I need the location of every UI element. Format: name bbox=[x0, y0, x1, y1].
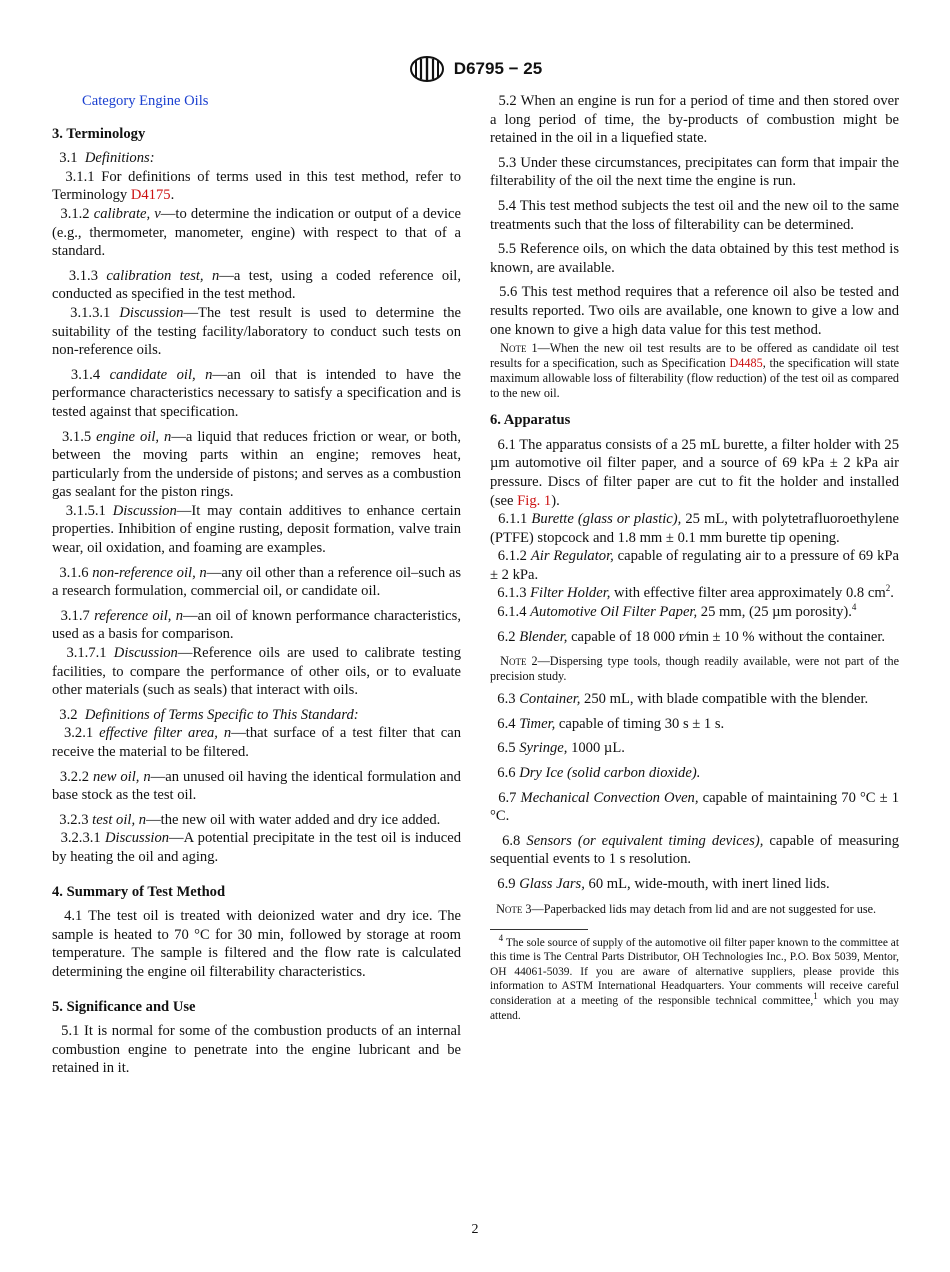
para-6-1-4: 6.1.4 Automotive Oil Filter Paper, 25 mm, (25 µm porosity).$^4$ bbox=[497, 602, 857, 621]
footnote-4: $^4$ The sole source of supply of the automotive oil filter paper known to the committee at this time is The Central Parts Distributor, OH Technologies Inc., P.O. Box 5039, Mentor, OH 44061-5039. If you are aware of alternative suppliers, please provide this information to ASTM International Headquarters. Your comments will receive careful consideration at a meeting of the responsible technical committee,$^1$ which you may attend. bbox=[490, 932, 900, 1022]
para-3-1-5: 3.1.5 engine oil, n—a liquid that reduces friction or wear, or both, between the moving parts within an engine; removes heat, particularly from the underside of pistons; and serves as a combustion gas sealant for the piston rings. bbox=[52, 428, 461, 501]
para-3-1-2: 3.1.2 calibrate, v—to determine the indication or output of a device (e.g., thermometer, manometer, engine) with respect to that of a standard. bbox=[52, 205, 461, 260]
section-3-heading: 3. Terminology bbox=[52, 125, 146, 142]
para-3-2-1: 3.2.1 effective filter area, n—that surface of a test filter that can receive the material to be filtered. bbox=[52, 725, 461, 760]
para-3-1-7: 3.1.7 reference oil, n—an oil of known performance characteristics, used as a basis for comparison. bbox=[52, 607, 461, 643]
document-designation: D6795 − 25 bbox=[453, 59, 543, 78]
para-5-4: 5.4 This test method subjects the test oil and the new oil to the same treatments such that the loss of filterability can be determined. bbox=[490, 197, 899, 233]
para-6-2: 6.2 Blender, capable of 18 000 r⁄min ± 10 % without the container. bbox=[497, 628, 886, 645]
category-link[interactable]: Category Engine Oils bbox=[82, 93, 209, 109]
para-3-2-3-1: 3.2.3.1 Discussion—A potential precipitate in the test oil is induced by heating the oil and aging. bbox=[52, 830, 462, 865]
right-column bbox=[490, 92, 899, 1023]
para-3-2-2: 3.2.2 new oil, n—an unused oil having the identical formulation and base stock as the test oil. bbox=[52, 768, 461, 804]
para-5-2: 5.2 When an engine is run for a period of time and then stored over a long period of time, the by-products of combustion might be retained in the oil in a liquefied state. bbox=[490, 93, 900, 147]
section-4-heading: 4. Summary of Test Method bbox=[52, 883, 226, 900]
para-3-1-3: 3.1.3 calibration test, n—a test, using a coded reference oil, conducted as specified in the test method. bbox=[52, 267, 461, 303]
d4485-link[interactable]: D4485 bbox=[729, 356, 763, 371]
para-3-1-3-1: 3.1.3.1 Discussion—The test result is used to determine the suitability of the testing facility/laboratory to conduct such tests on non-reference oils. bbox=[52, 304, 462, 359]
para-6-1-2: 6.1.2 Air Regulator, capable of regulating air to a pressure of 69 kPa ± 2 kPa. bbox=[490, 548, 900, 583]
fig-1-link[interactable]: Fig. 1 bbox=[517, 492, 552, 509]
para-5-5: 5.5 Reference oils, on which the data obtained by this test method is known, are available. bbox=[490, 241, 899, 276]
para-6-7: 6.7 Mechanical Convection Oven, capable of maintaining 70 °C ± 1 °C. bbox=[490, 789, 900, 825]
para-4-1: 4.1 The test oil is treated with deionized water and dry ice. The sample is heated to 70 °C for 30 min, followed by storage at room temperature. The sample is filtered and the flow rate is calculated determining the engine oil filterability characteristics. bbox=[52, 908, 461, 980]
para-6-8: 6.8 Sensors (or equivalent timing devices), capable of measuring sequential events to 1 s resolution. bbox=[490, 832, 900, 868]
page-header bbox=[0, 56, 950, 82]
para-3-1-4: 3.1.4 candidate oil, n—an oil that is intended to have the performance characteristics necessary to satisfy a specification and is tested against that specification. bbox=[52, 366, 461, 420]
para-3-1-7-1: 3.1.7.1 Discussion—Reference oils are used to calibrate testing facilities, to compare the performance of other oils, or to evaluate other materials (such as seals) that interact with oils. bbox=[52, 645, 462, 699]
para-6-3: 6.3 Container, 250 mL, with blade compatible with the blender. bbox=[497, 691, 869, 708]
para-3-1-6: 3.1.6 non-reference oil, n—any oil other than a reference oil–such as a research formulation, commercial oil, or candidate oil. bbox=[52, 564, 462, 600]
para-3-1-1: 3.1.1 For definitions of terms used in this test method, refer to Terminology D4175. bbox=[52, 168, 462, 204]
para-6-9: 6.9 Glass Jars, 60 mL, wide-mouth, with inert lined lids. bbox=[497, 876, 830, 892]
para-3-2-3: 3.2.3 test oil, n—the new oil with water added and dry ice added. bbox=[59, 811, 441, 828]
note-3: Note 3—Paperbacked lids may detach from lid and are not suggested for use. bbox=[496, 901, 877, 916]
footnote-4-ref[interactable]: 4 bbox=[851, 602, 857, 613]
para-6-1: 6.1 The apparatus consists of a 25 mL burette, a filter holder with 25 µm automotive oil filter paper, and a source of 69 kPa ± 2 kPa air pressure. Discs of filter paper are cut to fit the holder and installed (see Fig. 1). bbox=[490, 436, 900, 509]
para-6-6: 6.6 Dry Ice (solid carbon dioxide). bbox=[497, 765, 701, 782]
para-3-1-5-1: 3.1.5.1 Discussion—It may contain additives to enhance certain properties. Inhibition of engine rusting, deposit formation, valve train wear, oil oxidation, and foaming are examples. bbox=[52, 502, 461, 557]
para-6-1-1: 6.1.1 Burette (glass or plastic), 25 mL, with polytetrafluoroethylene (PTFE) stopcock and 1.8 mm ± 0.1 mm burette tip opening. bbox=[490, 511, 899, 546]
d4175-link[interactable]: D4175 bbox=[130, 187, 171, 204]
section-6-heading: 6. Apparatus bbox=[490, 412, 571, 429]
para-5-3: 5.3 Under these circumstances, precipitates can form that impair the filterability of the oil the next time the engine is run. bbox=[490, 154, 900, 190]
para-6-5: 6.5 Syringe, 1000 µL. bbox=[497, 740, 625, 757]
section-5-heading: 5. Significance and Use bbox=[52, 998, 196, 1015]
page-number: 2 bbox=[471, 1222, 479, 1237]
para-6-1-3: 6.1.3 Filter Holder, with effective filter area approximately 0.8 $cm^2$. bbox=[497, 583, 894, 602]
footnote-divider bbox=[490, 929, 588, 930]
note-2: Note 2—Dispersing type tools, though readily available, were not part of the precision study. bbox=[490, 654, 899, 684]
note-1: Note 1—When the new oil test results are to be offered as candidate oil test results for a specification, such as Specification D4485, the specification will state maximum allowable loss of filterability (flow reduction) of the test oil as compared to the new oil. bbox=[490, 341, 900, 401]
astm-logo-icon bbox=[408, 56, 446, 82]
left-column bbox=[52, 92, 461, 1084]
para-3-2: 3.2 Definitions of Terms Specific to This Standard: bbox=[59, 706, 359, 723]
para-5-1: 5.1 It is normal for some of the combustion products of an internal combustion engine to penetrate into the engine lubricant and be retained in it. bbox=[52, 1023, 461, 1077]
para-5-6: 5.6 This test method requires that a reference oil also be tested and results reported. Two oils are available, one known to give a low and one known to give a high data value for this test method. bbox=[490, 284, 900, 338]
para-3-1: 3.1 Definitions: bbox=[59, 150, 155, 167]
para-6-4: 6.4 Timer, capable of timing 30 s ± 1 s. bbox=[497, 715, 725, 732]
